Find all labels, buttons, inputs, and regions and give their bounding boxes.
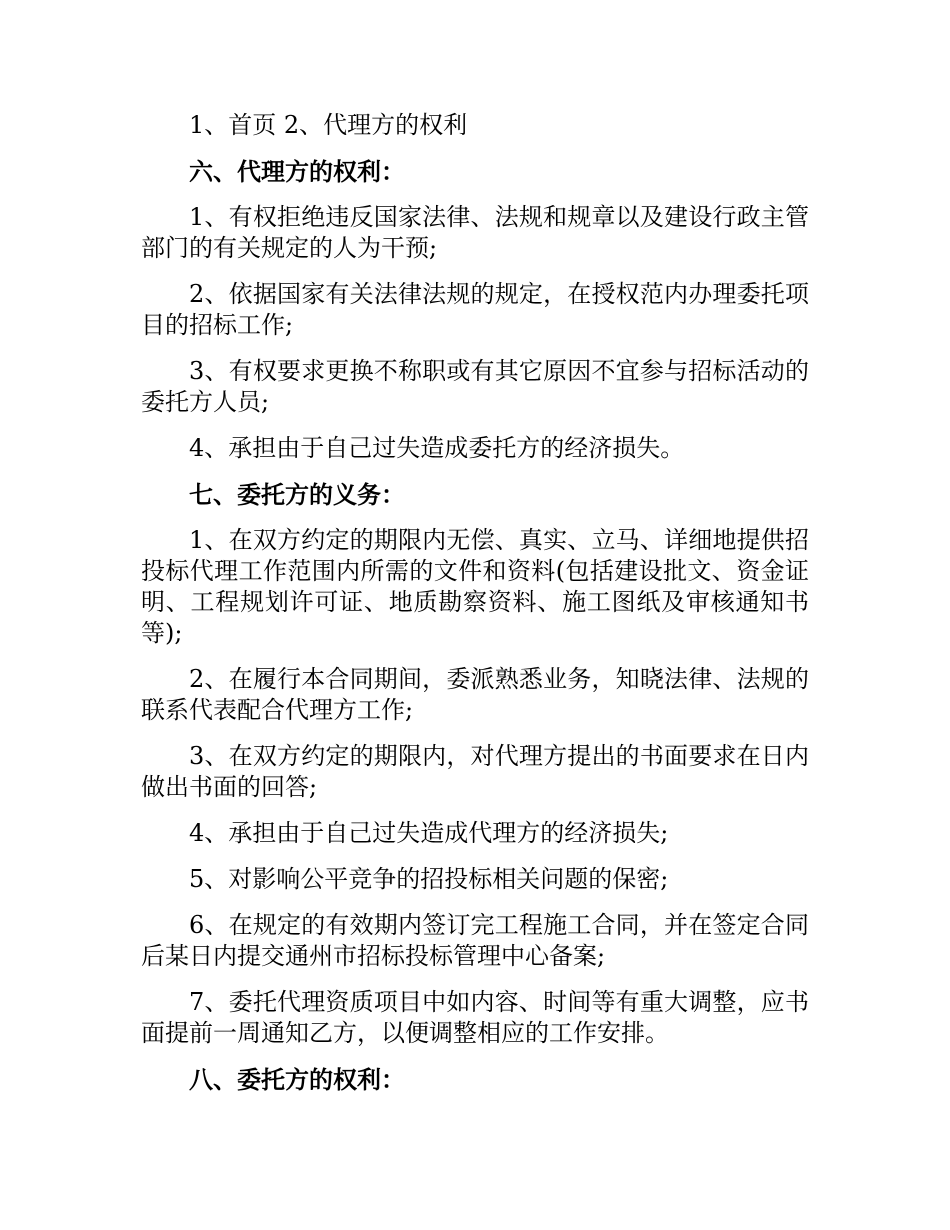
agent-rights-item-3: 3、有权要求更换不称职或有其它原因不宜参与招标活动的委托方人员; <box>141 357 809 416</box>
agent-rights-item-4: 4、承担由于自己过失造成委托方的经济损失。 <box>189 434 685 462</box>
client-obligations-item-7: 7、委托代理资质项目中如内容、时间等有重大调整，应书面提前一周通知乙方，以便调整相应的工作安排。 <box>141 988 809 1047</box>
agent-rights-item-2: 2、依据国家有关法律法规的规定，在授权范内办理委托项目的招标工作; <box>141 280 809 339</box>
document-body <box>141 110 809 1110</box>
section-heading-client-rights: 八、委托方的权利： <box>189 1065 405 1094</box>
client-obligations-item-2: 2、在履行本合同期间，委派熟悉业务，知晓法律、法规的联系代表配合代理方工作; <box>141 665 809 724</box>
client-obligations-item-5: 5、对影响公平竞争的招投标相关问题的保密; <box>189 865 669 893</box>
agent-rights-item-1: 1、有权拒绝违反国家法律、法规和规章以及建设行政主管部门的有关规定的人为干预; <box>141 203 809 262</box>
client-obligations-item-3: 3、在双方约定的期限内，对代理方提出的书面要求在日内做出书面的回答; <box>141 742 809 801</box>
section-heading-client-obligations: 七、委托方的义务： <box>189 480 405 509</box>
breadcrumb-line: 1、首页 2、代理方的权利 <box>189 111 468 139</box>
client-obligations-item-6: 6、在规定的有效期内签订完工程施工合同，并在签定合同后某日内提交通州市招标投标管理中心备案; <box>141 911 809 970</box>
section-heading-agent-rights: 六、代理方的权利： <box>189 157 405 186</box>
client-obligations-item-1: 1、在双方约定的期限内无偿、真实、立马、详细地提供招投标代理工作范围内所需的文件和资料(包括建设批文、资金证明、工程规划许可证、地质勘察资料、施工图纸及审核通知书等); <box>141 526 809 647</box>
client-obligations-item-4: 4、承担由于自己过失造成代理方的经济损失; <box>189 819 669 847</box>
